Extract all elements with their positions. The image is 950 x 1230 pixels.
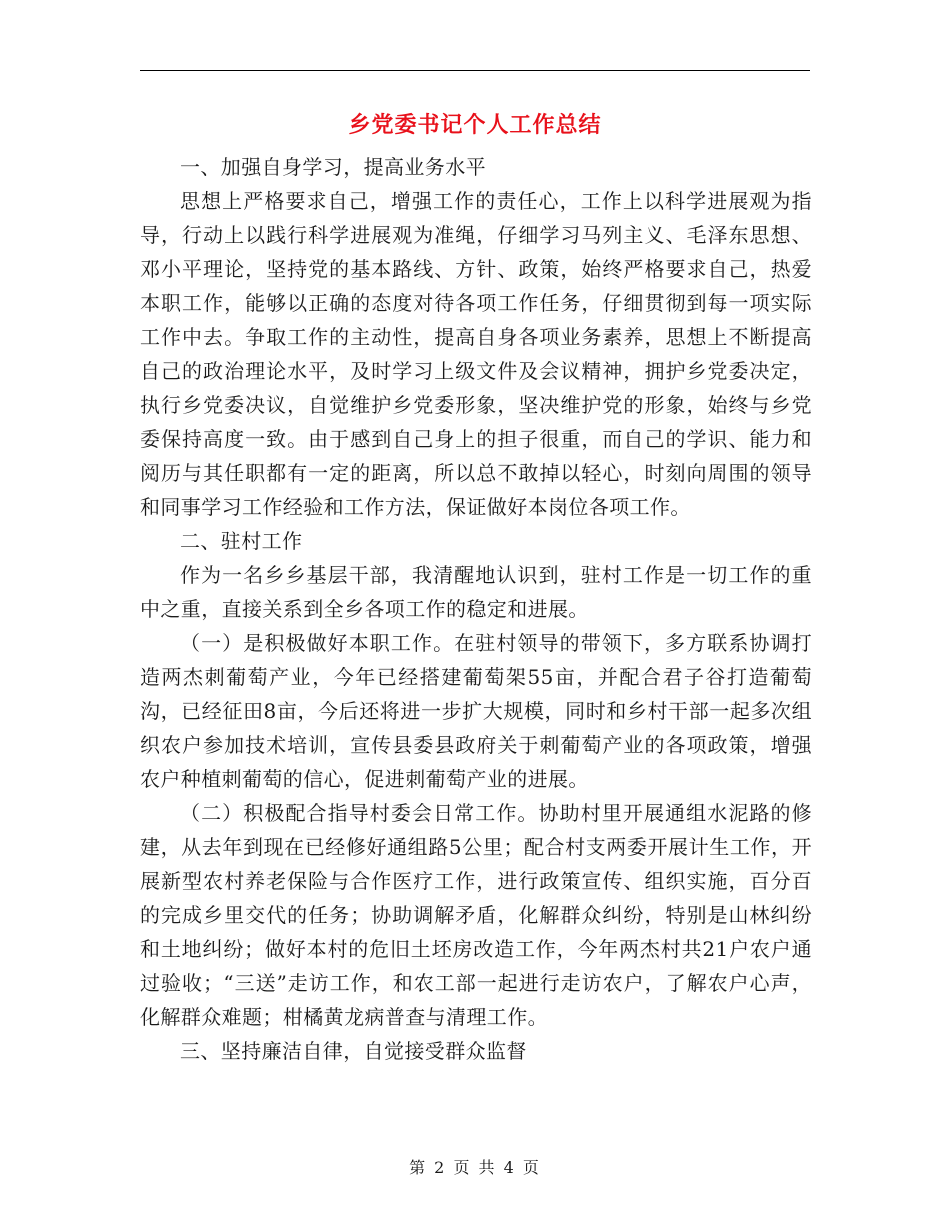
header-rule [140,70,810,71]
paragraph: 作为一名乡乡基层干部，我清醒地认识到，驻村工作是一切工作的重中之重，直接关系到全乡各项工作的稳定和进展。 [140,563,812,621]
paragraph: 思想上严格要求自己，增强工作的责任心，工作上以科学进展观为指导，行动上以践行科学进展观为准绳，仔细学习马列主义、毛泽东思想、邓小平理论，坚持党的基本路线、方针、政策，始终严格要求自己，热爱本职工作，能够以正确的态度对待各项工作任务，仔细贯彻到每一项实际工作中去。争取工作的主动性，提高自身各项业务素养，思想上不断提高自己的政治理论水平，及时学习上级文件及会议精神，拥护乡党委决定，执行乡党委决议，自觉维护乡党委形象，坚决维护党的形象，始终与乡党委保持高度一致。由于感到自己身上的担子很重，而自己的学识、能力和阅历与其任职都有一定的距离，所以总不敢掉以轻心，时刻向周围的领导和同事学习工作经验和工作方法，保证做好本岗位各项工作。 [140,189,812,519]
section-heading: 一、加强自身学习，提高业务水平 [180,155,486,179]
document-body [140,150,812,1068]
paragraph: （一）是积极做好本职工作。在驻村领导的带领下，多方联系协调打造两杰刺葡萄产业，今年已经搭建葡萄架55亩，并配合君子谷打造葡萄沟，已经征田8亩，今后还将进一步扩大规模，同时和乡村干部一起多次组织农户参加技术培训，宣传县委县政府关于刺葡萄产业的各项政策，增强农户种植刺葡萄的信心，促进刺葡萄产业的进展。 [140,631,812,791]
document-title: 乡党委书记个人工作总结 [348,113,602,138]
section-heading: 二、驻村工作 [180,529,303,553]
page-number: 第 2 页 共 4 页 [409,1158,541,1177]
paragraph: （二）积极配合指导村委会日常工作。协助村里开展通组水泥路的修建，从去年到现在已经修好通组路5公里；配合村支两委开展计生工作，开展新型农村养老保险与合作医疗工作，进行政策宣传、组织实施，百分百的完成乡里交代的任务；协助调解矛盾，化解群众纠纷，特别是山林纠纷和土地纠纷；做好本村的危旧土坯房改造工作，今年两杰村共21户农户通过验收；“三送”走访工作，和农工部一起进行走访农户，了解农户心声，化解群众难题；柑橘黄龙病普查与清理工作。 [140,801,812,1029]
section-heading: 三、坚持廉洁自律，自觉接受群众监督 [180,1039,527,1063]
